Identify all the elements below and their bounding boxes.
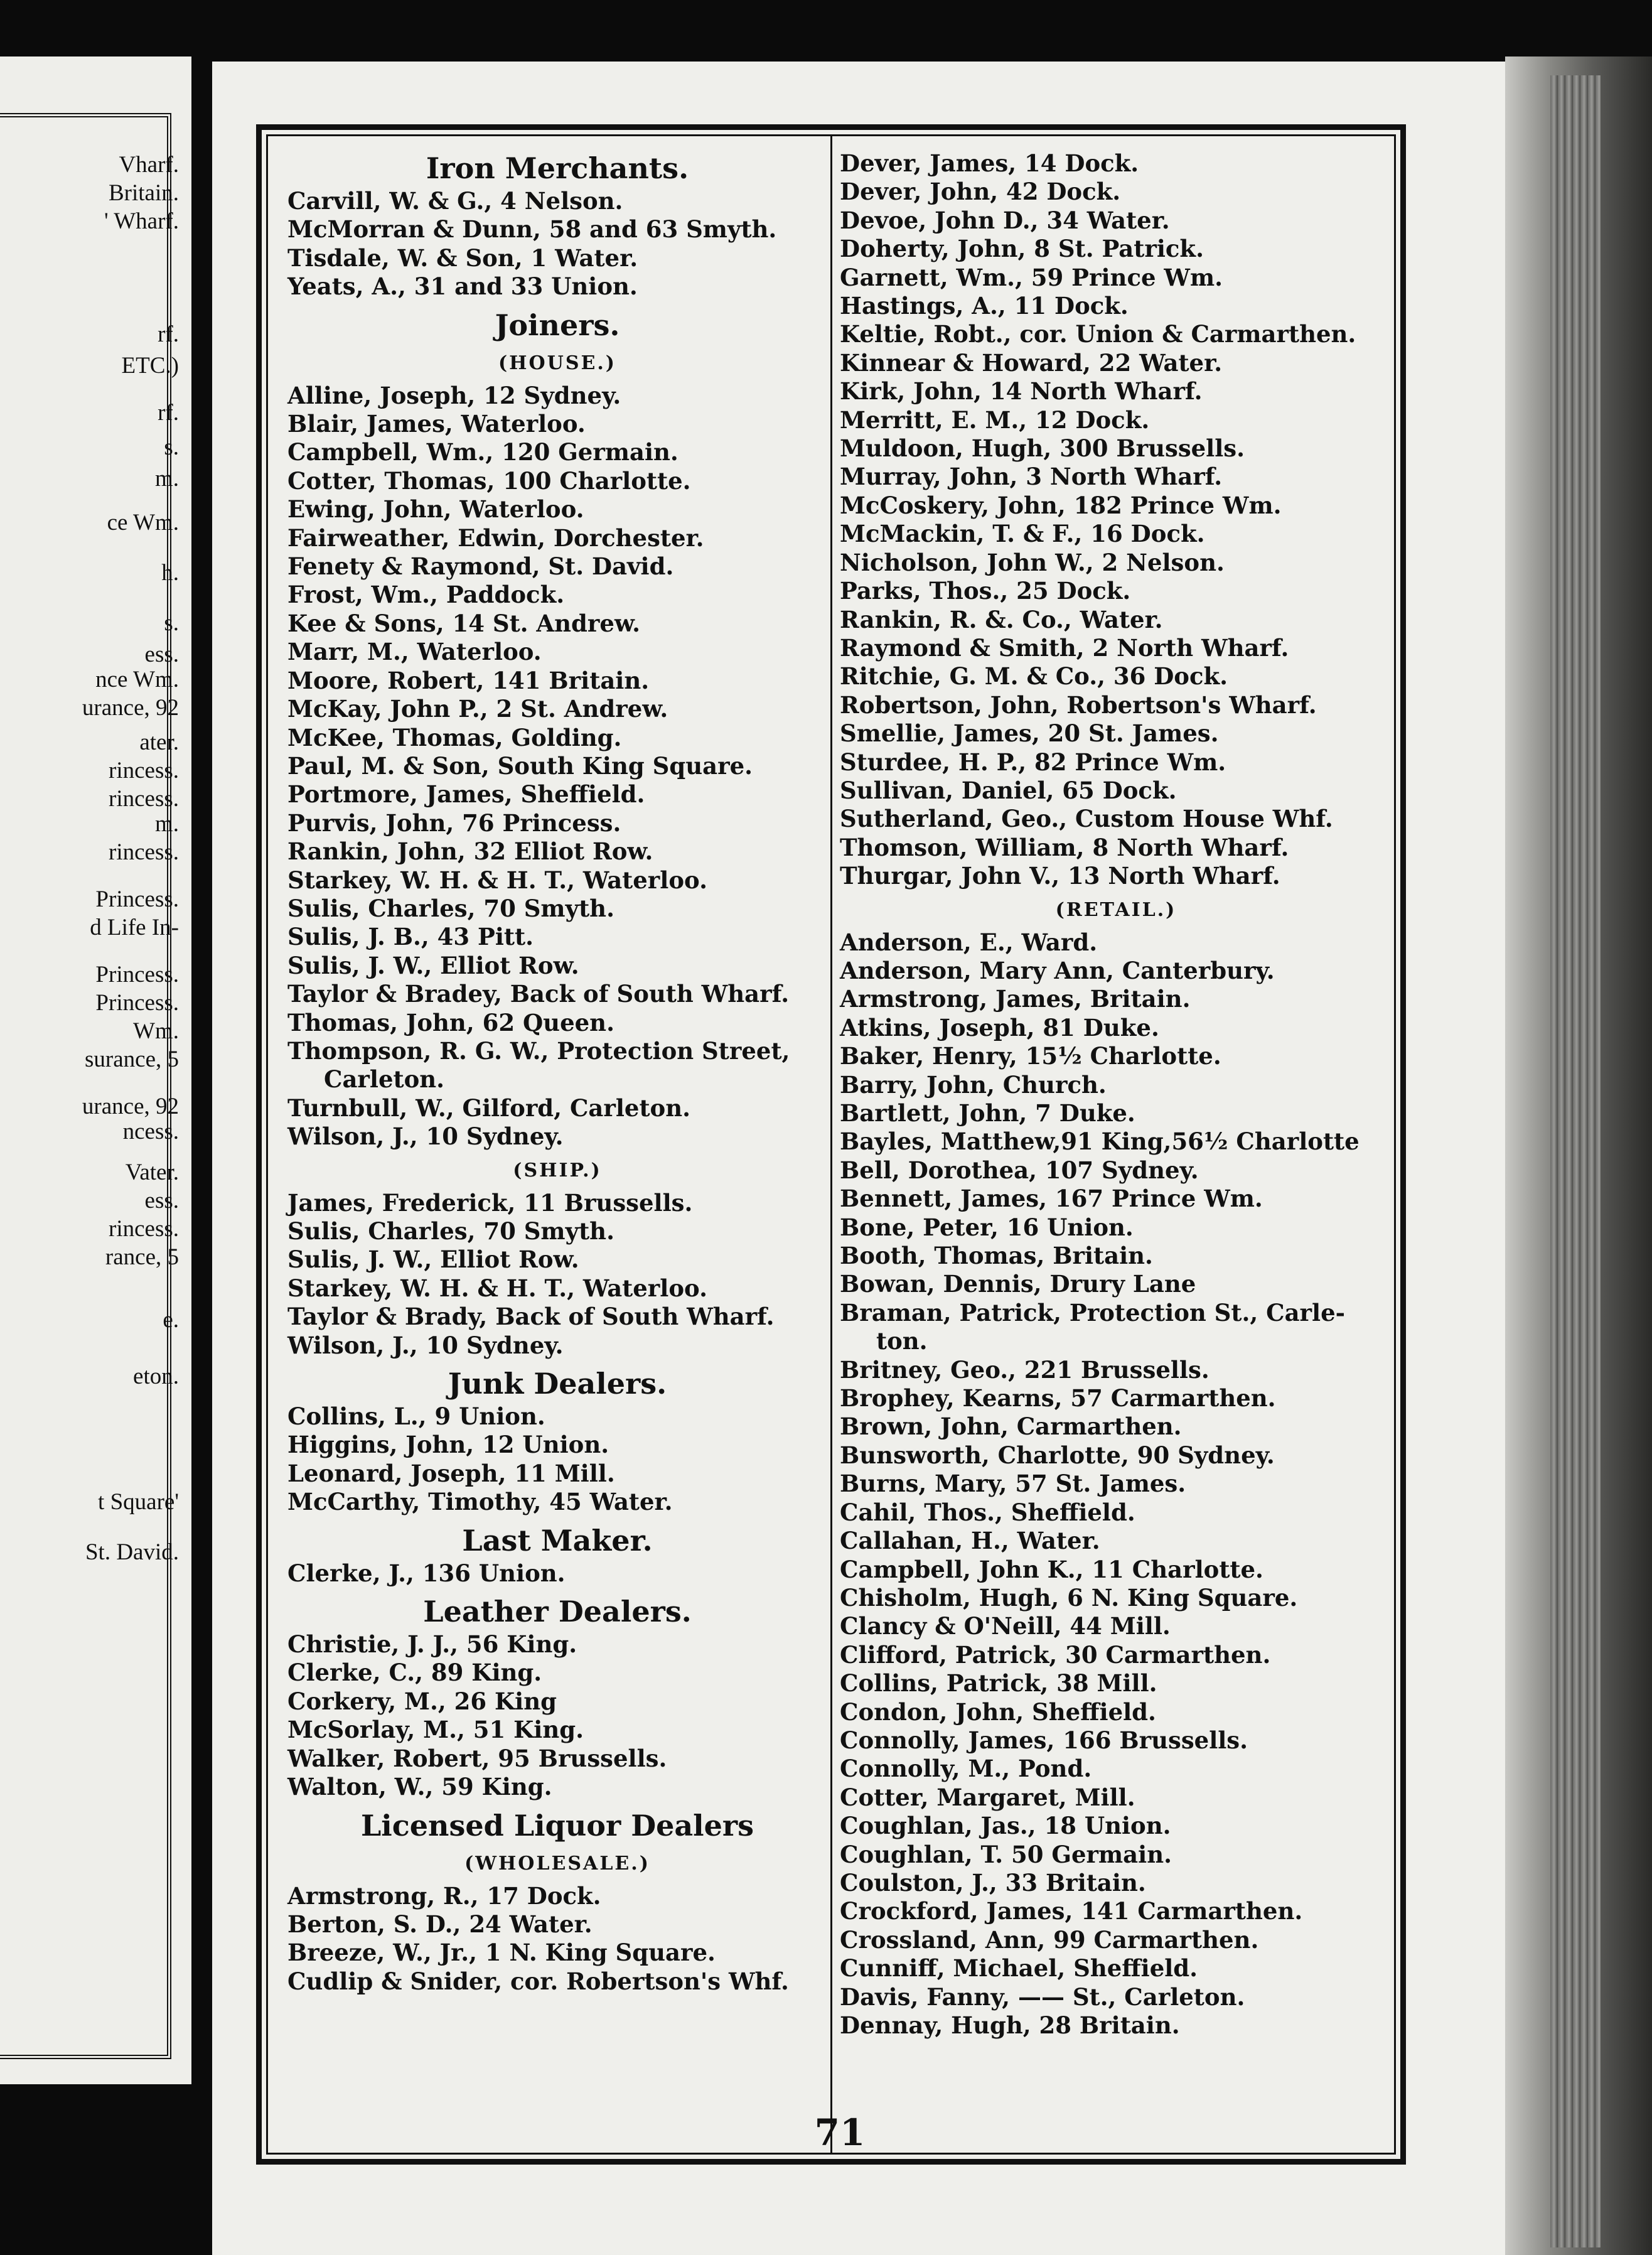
- directory-entry: McSorlay, M., 51 King.: [287, 1716, 584, 1744]
- directory-entry: Coulston, J., 33 Britain.: [840, 1868, 1146, 1897]
- directory-entry: Atkins, Joseph, 81 Duke.: [840, 1013, 1159, 1041]
- directory-entry: Wilson, J., 10 Sydney.: [287, 1122, 564, 1151]
- directory-entry: Tisdale, W. & Son, 1 Water.: [287, 244, 638, 272]
- directory-entry: Clerke, J., 136 Union.: [287, 1559, 566, 1587]
- directory-entry: Dever, John, 42 Dock.: [840, 178, 1121, 206]
- directory-entry: Wilson, J., 10 Sydney.: [287, 1331, 564, 1359]
- directory-entry: Bowan, Dennis, Drury Lane: [840, 1270, 1196, 1298]
- facing-page-line: rincess.: [109, 839, 179, 865]
- directory-entry: Armstrong, James, Britain.: [840, 985, 1191, 1013]
- directory-entry: McMorran & Dunn, 58 and 63 Smyth.: [287, 215, 777, 244]
- directory-entry: Portmore, James, Sheffield.: [287, 780, 645, 809]
- directory-entry: Thomson, William, 8 North Wharf.: [840, 833, 1289, 861]
- facing-page-line: urance, 92: [82, 1094, 179, 1119]
- directory-entry: Anderson, Mary Ann, Canterbury.: [840, 956, 1275, 984]
- left-column: [287, 149, 827, 1996]
- facing-page-line: ess.: [144, 642, 179, 667]
- directory-entry: Cudlip & Snider, cor. Robertson's Whf.: [287, 1967, 789, 1995]
- directory-entry: Starkey, W. H. & H. T., Waterloo.: [287, 866, 707, 894]
- directory-entry: Carvill, W. & G., 4 Nelson.: [287, 187, 623, 215]
- directory-entry: Britney, Geo., 221 Brussells.: [840, 1355, 1210, 1384]
- directory-entry: Sulis, Charles, 70 Smyth.: [287, 1217, 614, 1245]
- facing-page-fragment: [0, 57, 191, 2084]
- directory-entry: McCarthy, Timothy, 45 Water.: [287, 1488, 673, 1516]
- directory-entry: Collins, L., 9 Union.: [287, 1402, 545, 1431]
- facing-page-line: Princess.: [95, 990, 179, 1016]
- section-subheading: (HOUSE.): [498, 352, 616, 374]
- directory-entry: Clifford, Patrick, 30 Carmarthen.: [840, 1640, 1271, 1669]
- directory-entry: Dennay, Hugh, 28 Britain.: [840, 2011, 1180, 2039]
- directory-entry: Purvis, John, 76 Princess.: [287, 809, 621, 837]
- directory-entry: Sulis, J. W., Elliot Row.: [287, 951, 579, 979]
- directory-entry: Higgins, John, 12 Union.: [287, 1431, 609, 1459]
- directory-entry: Bartlett, John, 7 Duke.: [840, 1099, 1135, 1127]
- directory-entry: Connolly, James, 166 Brussells.: [840, 1726, 1248, 1754]
- facing-page-line: rf.: [158, 400, 179, 426]
- directory-entry: McCoskery, John, 182 Prince Wm.: [840, 491, 1282, 519]
- directory-entry: Coughlan, Jas., 18 Union.: [840, 1812, 1171, 1840]
- directory-entry: Cotter, Thomas, 100 Charlotte.: [287, 466, 691, 495]
- directory-entry: Davis, Fanny, —— St., Carleton.: [840, 1983, 1245, 2011]
- directory-entry: Bell, Dorothea, 107 Sydney.: [840, 1156, 1199, 1184]
- directory-entry: Berton, S. D., 24 Water.: [287, 1910, 593, 1938]
- directory-entry: Condon, John, Sheffield.: [840, 1698, 1156, 1726]
- directory-entry: Walton, W., 59 King.: [287, 1773, 552, 1801]
- directory-entry: Kee & Sons, 14 St. Andrew.: [287, 609, 640, 637]
- directory-entry: Cahil, Thos., Sheffield.: [840, 1498, 1135, 1526]
- column-divider: [830, 136, 832, 2153]
- directory-entry: Raymond & Smith, 2 North Wharf.: [840, 633, 1289, 662]
- facing-page-line: m.: [154, 466, 179, 492]
- facing-page-line: s.: [164, 434, 179, 460]
- directory-entry: James, Frederick, 11 Brussells.: [287, 1188, 693, 1217]
- directory-entry: Crossland, Ann, 99 Carmarthen.: [840, 1925, 1259, 1954]
- directory-entry: Bone, Peter, 16 Union.: [840, 1213, 1134, 1241]
- facing-page-line: rf.: [158, 321, 179, 347]
- directory-entry: McKay, John P., 2 St. Andrew.: [287, 695, 668, 723]
- facing-page-line: ess.: [144, 1188, 179, 1214]
- directory-entry: Ewing, John, Waterloo.: [287, 495, 584, 524]
- facing-page-line: ce Wm.: [107, 510, 179, 535]
- directory-entry: Starkey, W. H. & H. T., Waterloo.: [287, 1274, 707, 1302]
- directory-entry: Sulis, J. B., 43 Pitt.: [287, 923, 534, 951]
- facing-page-line: Princess.: [95, 962, 179, 988]
- facing-page-line: ncess.: [122, 1119, 179, 1144]
- directory-entry: Fairweather, Edwin, Dorchester.: [287, 524, 704, 552]
- section-subheading: (RETAIL.): [1055, 898, 1177, 921]
- directory-entry: Brown, John, Carmarthen.: [840, 1413, 1182, 1441]
- directory-entry: Armstrong, R., 17 Dock.: [287, 1881, 601, 1910]
- entry-continuation: Carleton.: [324, 1065, 445, 1094]
- right-column: [840, 149, 1392, 2040]
- directory-entry: Parks, Thos., 25 Dock.: [840, 577, 1131, 605]
- directory-entry: Blair, James, Waterloo.: [287, 410, 586, 438]
- section-heading: Last Maker.: [462, 1523, 653, 1558]
- directory-entry: Hastings, A., 11 Dock.: [840, 292, 1129, 320]
- facing-page-line: d Life In-: [90, 915, 179, 940]
- directory-entry: Sutherland, Geo., Custom House Whf.: [840, 805, 1333, 833]
- directory-entry: Burns, Mary, 57 St. James.: [840, 1470, 1186, 1498]
- directory-entry: Kinnear & Howard, 22 Water.: [840, 348, 1223, 377]
- directory-entry: Booth, Thomas, Britain.: [840, 1242, 1153, 1270]
- directory-entry: Callahan, H., Water.: [840, 1527, 1100, 1555]
- entry-continuation: ton.: [876, 1327, 928, 1355]
- directory-entry: Taylor & Bradey, Back of South Wharf.: [287, 980, 790, 1008]
- facing-page-line: e.: [163, 1307, 179, 1333]
- directory-entry: McMackin, T. & F., 16 Dock.: [840, 520, 1205, 548]
- directory-entry: Doherty, John, 8 St. Patrick.: [840, 235, 1204, 263]
- directory-entry: Christie, J. J., 56 King.: [287, 1630, 577, 1659]
- facing-page-line: Princess.: [95, 886, 179, 912]
- facing-page-line: surance, 5: [85, 1047, 179, 1072]
- directory-entry: Ritchie, G. M. & Co., 36 Dock.: [840, 662, 1228, 691]
- directory-entry: Robertson, John, Robertson's Wharf.: [840, 691, 1317, 719]
- directory-entry: Rankin, R. &. Co., Water.: [840, 605, 1163, 633]
- facing-page-line: rance, 5: [105, 1244, 179, 1270]
- directory-entry: Sturdee, H. P., 82 Prince Wm.: [840, 748, 1226, 776]
- directory-entry: Collins, Patrick, 38 Mill.: [840, 1669, 1157, 1698]
- directory-entry: Keltie, Robt., cor. Union & Carmarthen.: [840, 320, 1356, 348]
- directory-entry: Campbell, John K., 11 Charlotte.: [840, 1555, 1263, 1583]
- facing-page-line: ETC.): [121, 353, 179, 379]
- section-heading: Licensed Liquor Dealers: [360, 1808, 754, 1843]
- directory-entry: Merritt, E. M., 12 Dock.: [840, 406, 1150, 434]
- directory-entry: Coughlan, T. 50 Germain.: [840, 1840, 1172, 1868]
- facing-page-line: t Square': [98, 1489, 179, 1515]
- directory-entry: Nicholson, John W., 2 Nelson.: [840, 548, 1225, 576]
- page-number: 71: [814, 2111, 866, 2154]
- facing-page-line: Wm.: [133, 1018, 179, 1044]
- directory-entry: Thomas, John, 62 Queen.: [287, 1008, 614, 1036]
- facing-page-line: rincess.: [109, 786, 179, 812]
- directory-entry: Alline, Joseph, 12 Sydney.: [287, 381, 621, 409]
- directory-entry: Bayles, Matthew,91 King,56½ Charlotte: [840, 1128, 1360, 1156]
- directory-entry: Campbell, Wm., 120 Germain.: [287, 438, 678, 466]
- directory-entry: Yeats, A., 31 and 33 Union.: [287, 272, 638, 301]
- facing-page-line: St. David.: [85, 1539, 179, 1565]
- directory-entry: Thompson, R. G. W., Protection Street,: [287, 1036, 790, 1065]
- directory-entry: Bennett, James, 167 Prince Wm.: [840, 1185, 1263, 1213]
- facing-page-line: s.: [164, 610, 179, 636]
- directory-entry: Sullivan, Daniel, 65 Dock.: [840, 776, 1177, 804]
- facing-page-line: eton.: [133, 1364, 179, 1389]
- directory-entry: Barry, John, Church.: [840, 1070, 1107, 1099]
- directory-entry: Murray, John, 3 North Wharf.: [840, 463, 1223, 491]
- directory-entry: Sulis, Charles, 70 Smyth.: [287, 894, 614, 922]
- facing-page-line: ' Wharf.: [104, 208, 179, 234]
- directory-entry: Marr, M., Waterloo.: [287, 638, 542, 666]
- directory-entry: Clancy & O'Neill, 44 Mill.: [840, 1612, 1171, 1640]
- directory-entry: Moore, Robert, 141 Britain.: [287, 666, 650, 694]
- directory-entry: Clerke, C., 89 King.: [287, 1659, 542, 1687]
- facing-page-line: rincess.: [109, 758, 179, 783]
- facing-page-line: rincess.: [109, 1216, 179, 1242]
- directory-entry: Baker, Henry, 15½ Charlotte.: [840, 1042, 1221, 1070]
- directory-entry: Rankin, John, 32 Elliot Row.: [287, 837, 653, 866]
- directory-entry: Braman, Patrick, Protection St., Carle-: [840, 1298, 1345, 1327]
- section-subheading: (WHOLESALE.): [464, 1852, 650, 1875]
- directory-entry: Turnbull, W., Gilford, Carleton.: [287, 1094, 691, 1122]
- directory-entry: Walker, Robert, 95 Brussells.: [287, 1744, 667, 1772]
- directory-entry: Cotter, Margaret, Mill.: [840, 1783, 1135, 1811]
- facing-page-line: ater.: [139, 729, 179, 755]
- directory-entry: Cunniff, Michael, Sheffield.: [840, 1954, 1198, 1983]
- directory-entry: Bunsworth, Charlotte, 90 Sydney.: [840, 1441, 1275, 1469]
- facing-page-line: Vharf.: [119, 152, 179, 178]
- directory-entry: Chisholm, Hugh, 6 N. King Square.: [840, 1583, 1298, 1612]
- directory-entry: Corkery, M., 26 King: [287, 1687, 557, 1715]
- directory-entry: Crockford, James, 141 Carmarthen.: [840, 1897, 1303, 1925]
- directory-page: [212, 62, 1505, 2255]
- directory-entry: Kirk, John, 14 North Wharf.: [840, 377, 1203, 406]
- directory-entry: Smellie, James, 20 St. James.: [840, 719, 1219, 748]
- facing-page-line: m.: [154, 811, 179, 837]
- directory-entry: Connolly, M., Pond.: [840, 1755, 1092, 1783]
- directory-entry: Thurgar, John V., 13 North Wharf.: [840, 862, 1280, 890]
- directory-entry: Frost, Wm., Paddock.: [287, 581, 565, 609]
- directory-entry: Brophey, Kearns, 57 Carmarthen.: [840, 1384, 1276, 1413]
- directory-entry: Garnett, Wm., 59 Prince Wm.: [840, 263, 1223, 291]
- directory-entry: Sulis, J. W., Elliot Row.: [287, 1246, 579, 1274]
- directory-entry: Taylor & Brady, Back of South Wharf.: [287, 1303, 775, 1331]
- section-heading: Junk Dealers.: [448, 1367, 667, 1401]
- page-edges: [1550, 75, 1601, 2247]
- facing-page-line: Vater.: [125, 1160, 179, 1185]
- section-heading: Joiners.: [495, 308, 620, 342]
- facing-page-line: urance, 92: [82, 695, 179, 721]
- directory-entry: Dever, James, 14 Dock.: [840, 149, 1139, 177]
- directory-entry: Leonard, Joseph, 11 Mill.: [287, 1459, 615, 1487]
- directory-entry: Devoe, John D., 34 Water.: [840, 206, 1170, 234]
- section-subheading: (SHIP.): [513, 1159, 602, 1181]
- section-heading: Leather Dealers.: [423, 1595, 692, 1629]
- directory-entry: Fenety & Raymond, St. David.: [287, 552, 674, 581]
- directory-entry: Anderson, E., Ward.: [840, 928, 1098, 956]
- directory-entry: Breeze, W., Jr., 1 N. King Square.: [287, 1939, 716, 1967]
- facing-page-line: h.: [161, 560, 179, 586]
- directory-entry: Muldoon, Hugh, 300 Brussells.: [840, 434, 1245, 463]
- facing-page-line: nce Wm.: [95, 667, 179, 692]
- directory-entry: Paul, M. & Son, South King Square.: [287, 751, 753, 780]
- directory-entry: McKee, Thomas, Golding.: [287, 723, 622, 751]
- facing-page-line: Britain.: [108, 180, 179, 206]
- section-heading: Iron Merchants.: [426, 151, 689, 185]
